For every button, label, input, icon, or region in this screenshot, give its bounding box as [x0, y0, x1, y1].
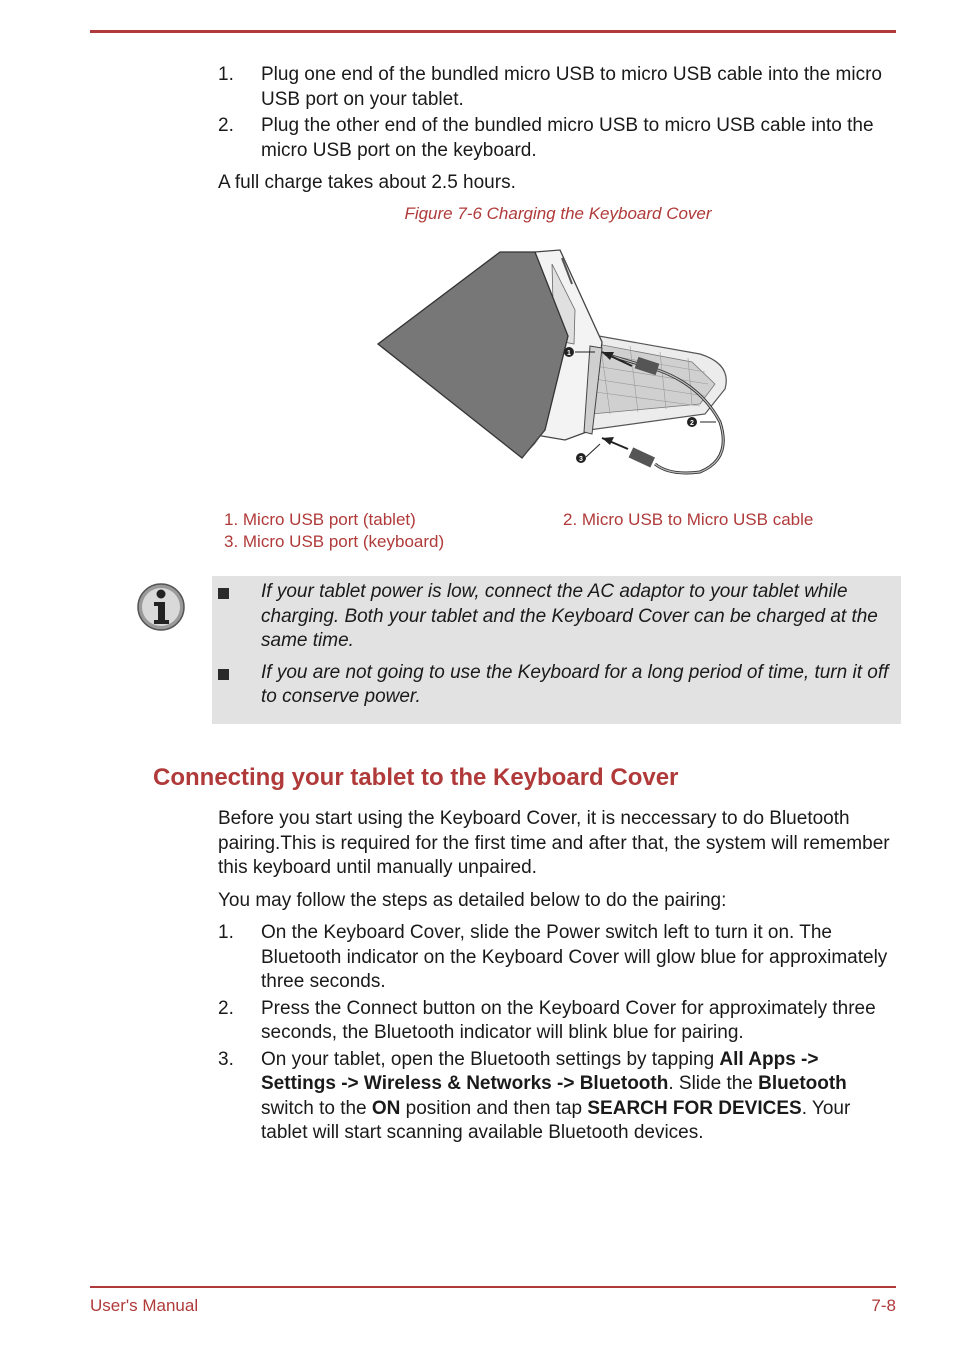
note-item: If you are not going to use the Keyboard for a long period of time, turn it off to conserve power.: [212, 661, 901, 710]
info-icon: [136, 582, 186, 632]
footer-title: User's Manual: [90, 1296, 199, 1315]
list-item: 2. Press the Connect button on the Keyboard Cover for approximately three seconds, the Bluetooth indicator will blink blue for pairing.: [218, 997, 876, 1043]
legend-item-1: 1. Micro USB port (tablet): [224, 510, 416, 529]
square-bullet-icon: [218, 588, 229, 599]
section-heading: Connecting your tablet to the Keyboard Cover: [153, 764, 679, 791]
section-follow: You may follow the steps as detailed below to do the pairing:: [218, 890, 727, 911]
note-box: [212, 576, 901, 724]
list-item: 2. Plug the other end of the bundled micro USB to micro USB cable into the micro USB port on the keyboard.: [218, 115, 874, 161]
callout-2: 2: [690, 420, 694, 427]
list-item: 1. On the Keyboard Cover, slide the Power switch left to turn it on. The Bluetooth indicator on the Keyboard Cover will glow blue for approximately three seconds.: [218, 922, 888, 992]
section-intro: Before you start using the Keyboard Cover, it is neccessary to do Bluetooth pairing.This is required for the first time and after that, the system will remember this keyboard until manually unpaired.: [218, 808, 890, 878]
legend-item-2: 2. Micro USB to Micro USB cable: [563, 510, 814, 529]
note-item: If your tablet power is low, connect the AC adaptor to your tablet while charging. Both your tablet and the Keyboard Cover can be charged at the same time.: [212, 580, 901, 654]
footer-rule: [90, 1286, 896, 1288]
legend-item-3: 3. Micro USB port (keyboard): [224, 532, 445, 551]
square-bullet-icon: [218, 669, 229, 680]
page-number: 7-8: [871, 1296, 896, 1315]
figure-caption: Figure 7-6 Charging the Keyboard Cover: [404, 204, 712, 223]
charging-steps: [218, 63, 898, 165]
list-item: 3. On your tablet, open the Bluetooth settings by tapping All Apps -> Settings -> Wireless & Networks -> Bluetooth. Slide the Bluetooth switch to the ON position and then tap SEARCH FOR DEVICES. Your tablet will start scanning available Bluetooth devices.: [218, 1048, 851, 1143]
pairing-steps: [218, 921, 898, 1148]
keyboard-charging-illustration: [370, 244, 740, 484]
header-rule: [90, 30, 896, 33]
callout-1: 1: [567, 350, 571, 357]
charge-time-text: A full charge takes about 2.5 hours.: [218, 172, 516, 193]
callout-3: 3: [579, 456, 583, 463]
list-item: 1. Plug one end of the bundled micro USB to micro USB cable into the micro USB port on your tablet.: [218, 64, 882, 110]
